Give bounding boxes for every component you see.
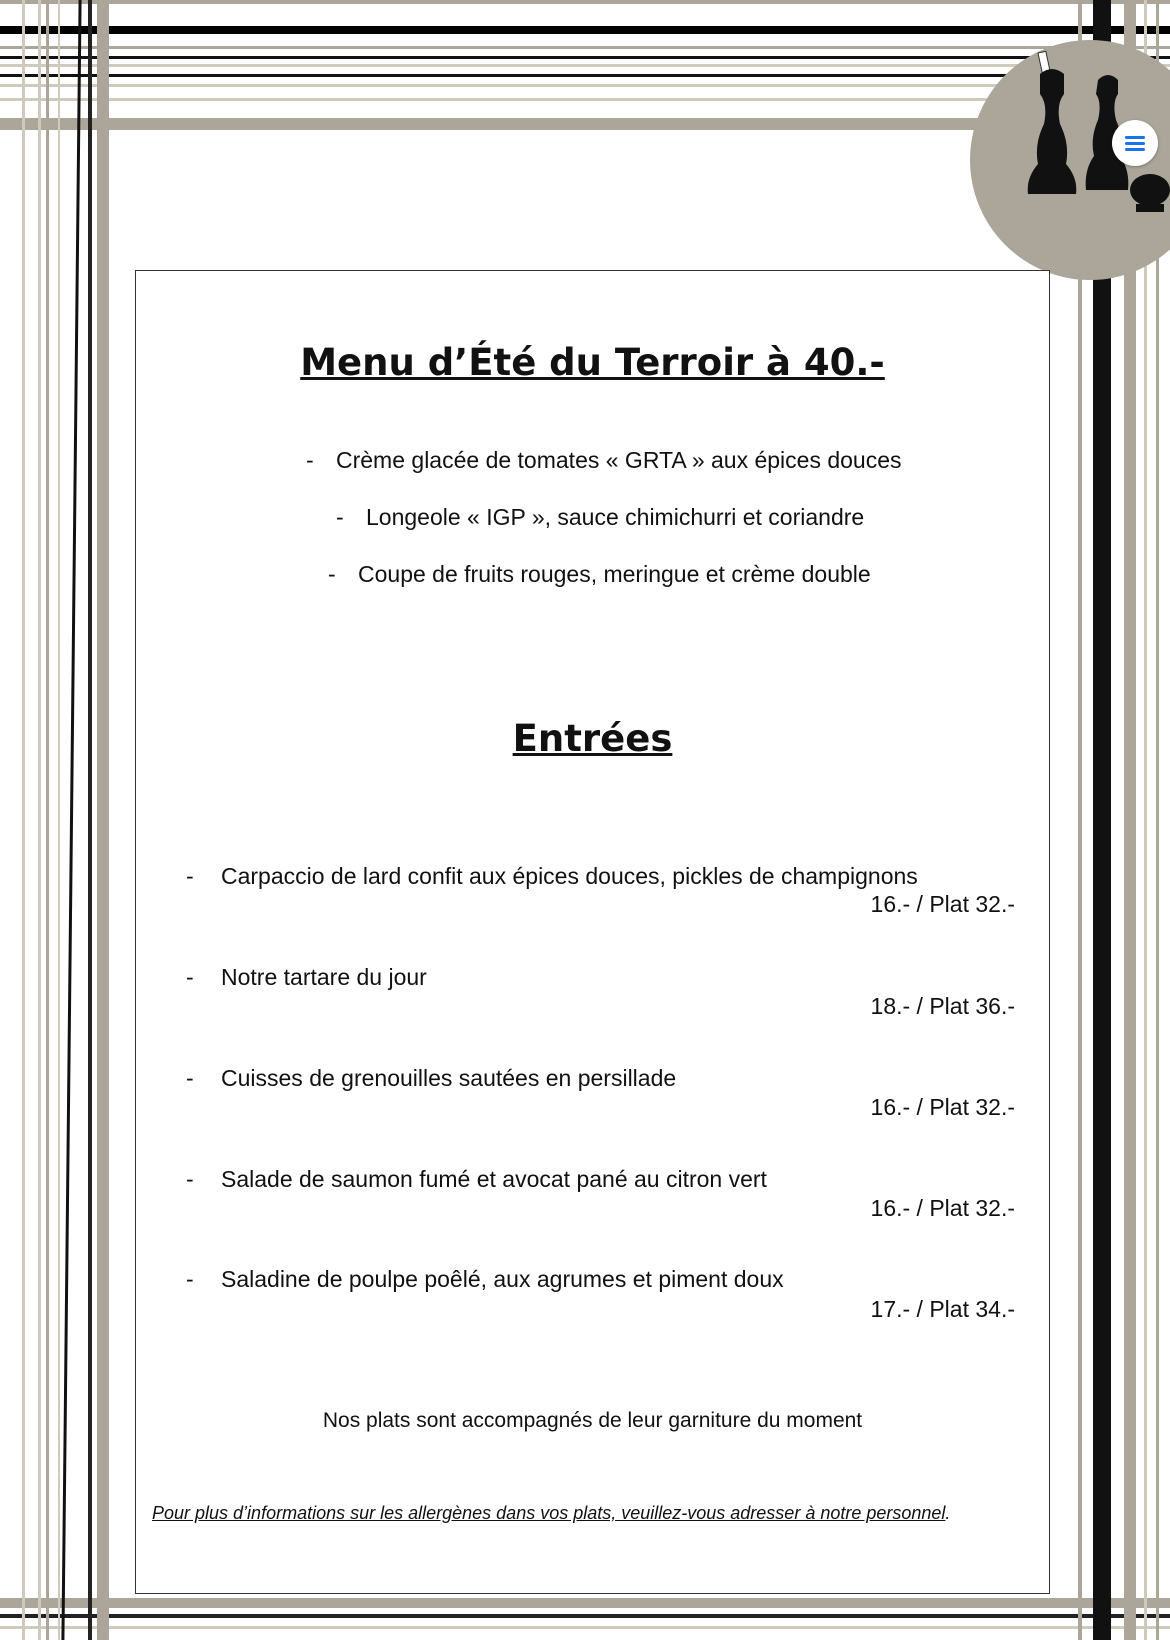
- course-item: - Coupe de fruits rouges, meringue et crème double: [328, 561, 871, 587]
- entree-item: - Notre tartare du jour: [186, 964, 427, 990]
- entree-price: 18.- / Plat 36.-: [870, 993, 1015, 1019]
- menu-card: [135, 270, 1050, 1594]
- entree-price: 17.- / Plat 34.-: [870, 1296, 1015, 1322]
- entree-item: - Salade de saumon fumé et avocat pané au citron vert: [186, 1166, 767, 1192]
- entree-item: - Carpaccio de lard confit aux épices douces, pickles de champignons: [186, 863, 918, 889]
- hamburger-menu-icon[interactable]: [1112, 120, 1158, 166]
- entree-item: - Cuisses de grenouilles sautées en persillade: [186, 1065, 677, 1091]
- entree-item: - Saladine de poulpe poêlé, aux agrumes et piment doux: [186, 1266, 784, 1292]
- course-item: - Longeole « IGP », sauce chimichurri et coriandre: [336, 504, 865, 530]
- allergen-note: Pour plus d’informations sur les allergènes dans vos plats, veuillez-vous adresser à notre personnel.: [152, 1503, 951, 1523]
- course-item: - Crème glacée de tomates « GRTA » aux épices douces: [306, 447, 902, 473]
- entrees-title: Entrées: [512, 717, 673, 760]
- entree-price: 16.- / Plat 32.-: [870, 891, 1015, 917]
- entree-price: 16.- / Plat 32.-: [870, 1094, 1015, 1120]
- entree-price: 16.- / Plat 32.-: [870, 1195, 1015, 1221]
- menu-ete-title: Menu d’Été du Terroir à 40.-: [300, 341, 885, 384]
- garniture-note: Nos plats sont accompagnés de leur garniture du moment: [322, 1409, 863, 1432]
